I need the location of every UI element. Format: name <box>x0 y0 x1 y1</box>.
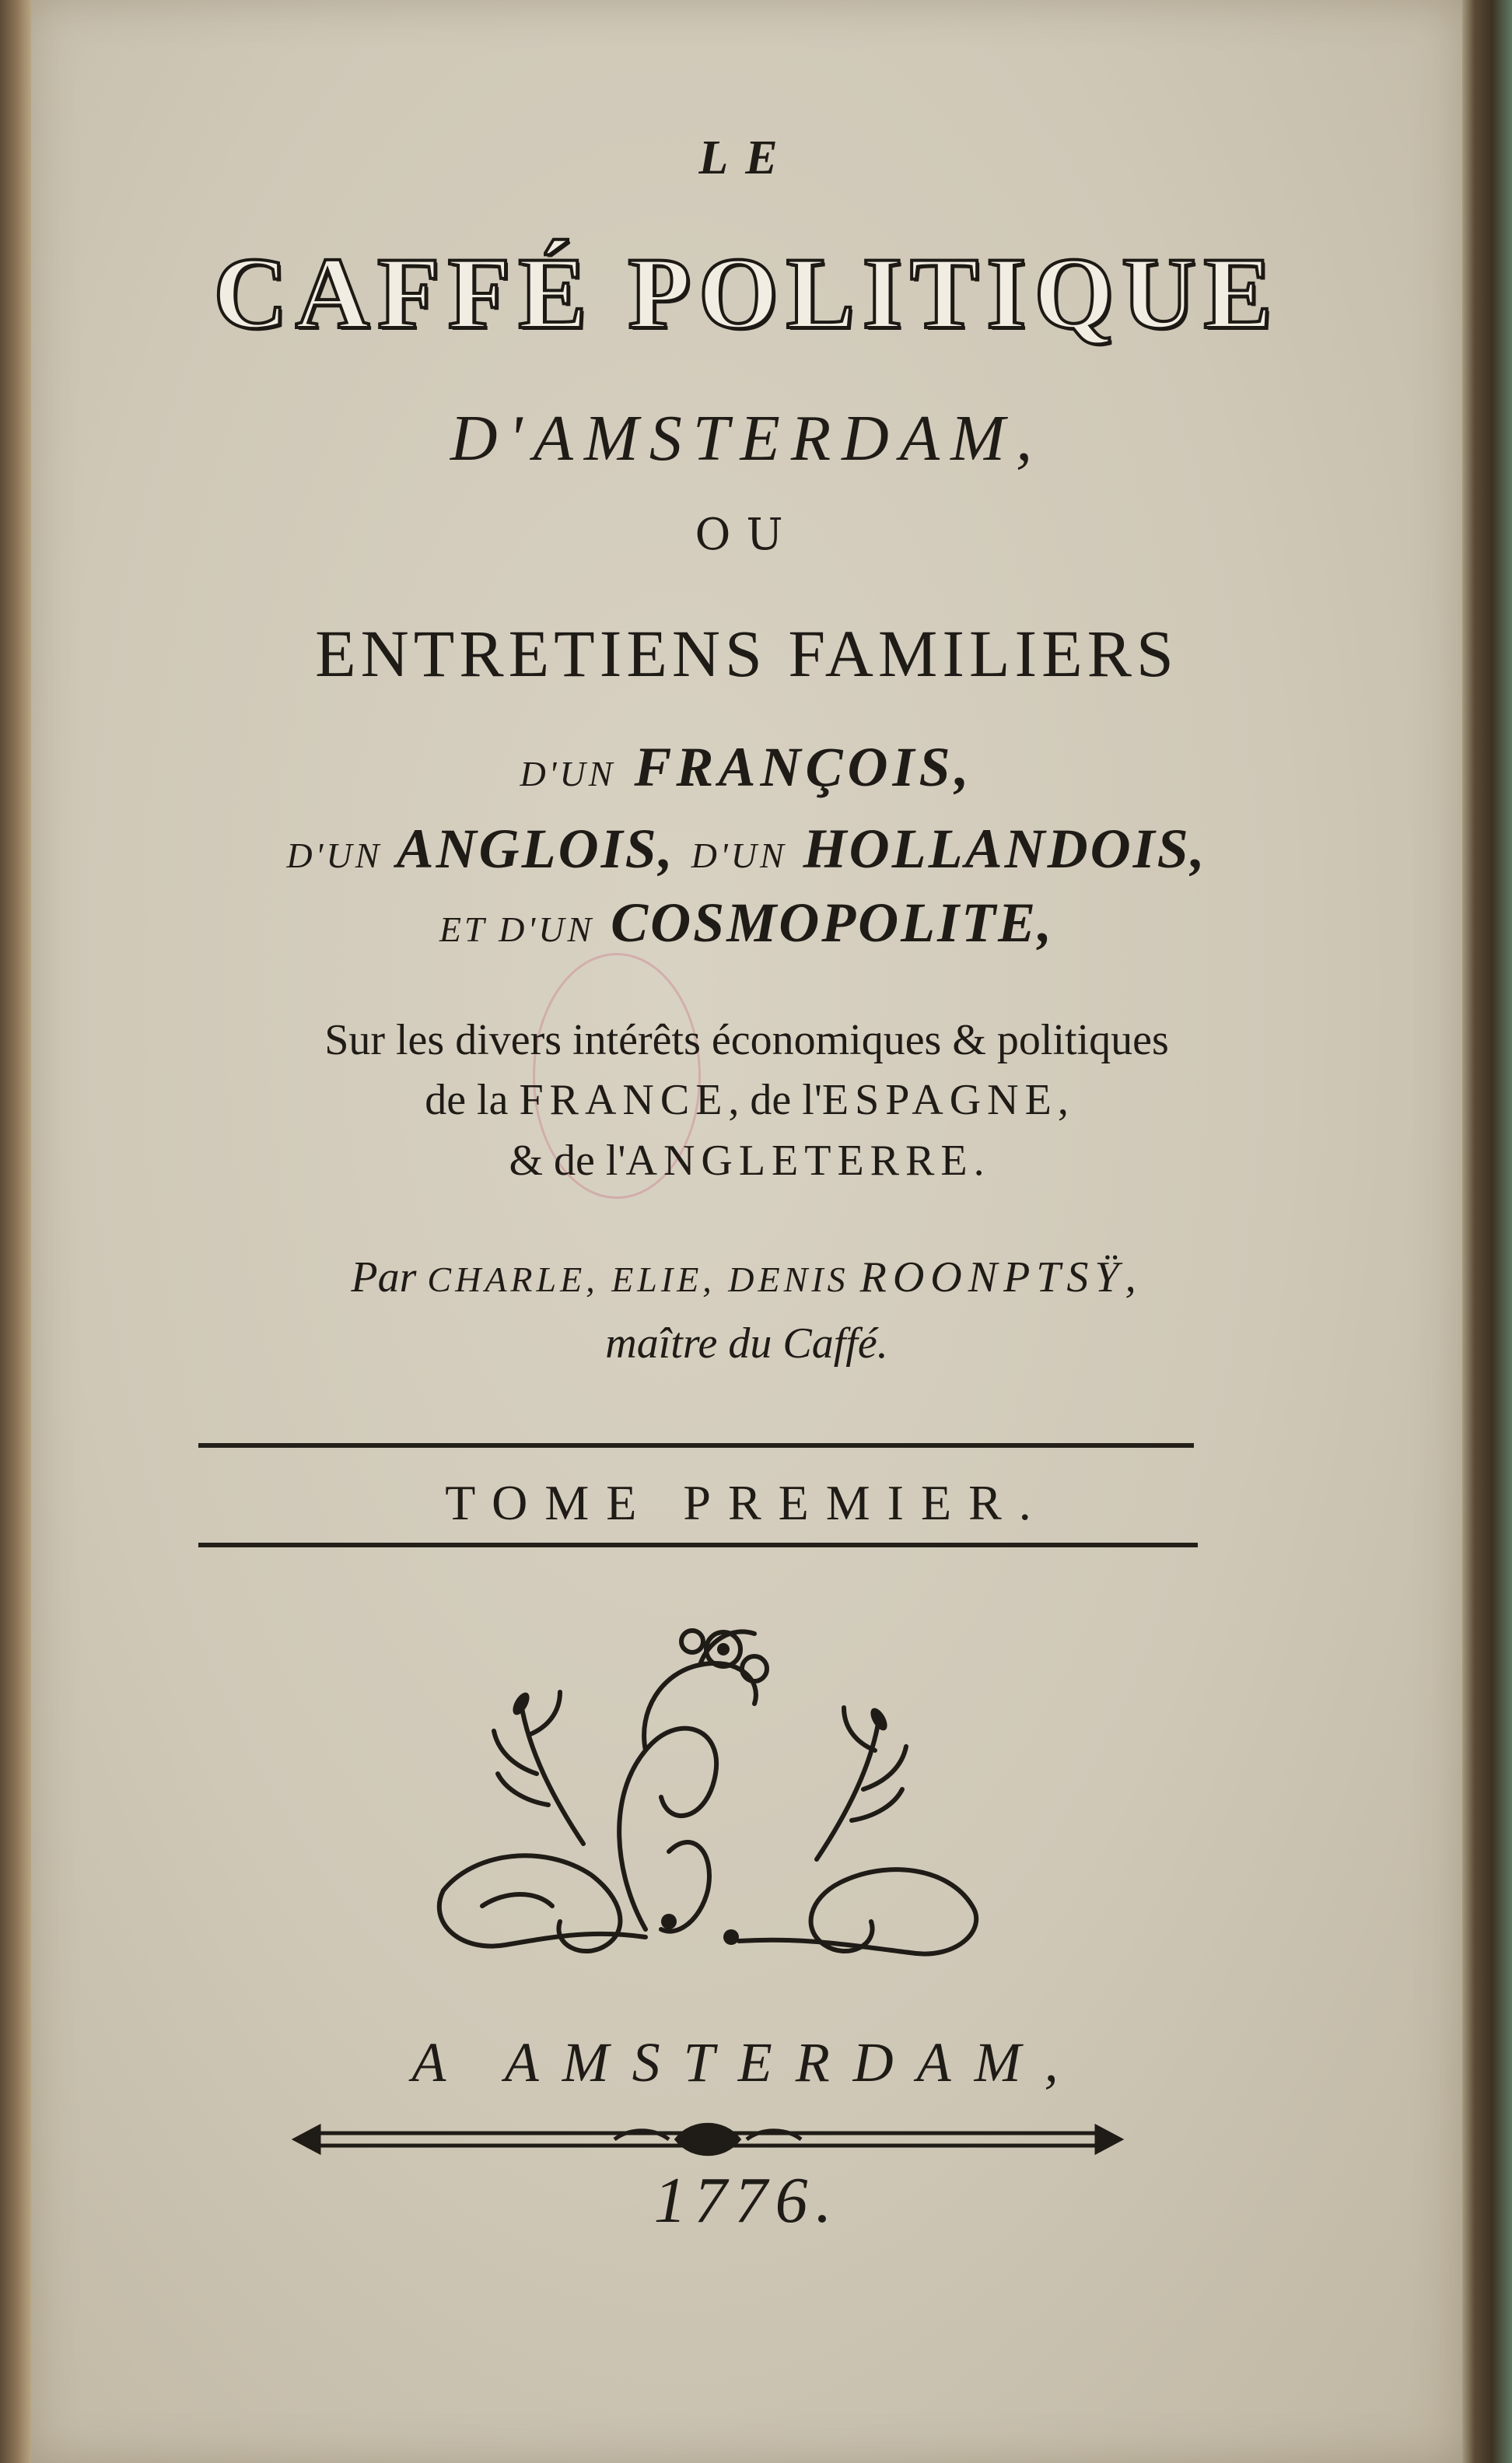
line-anglois-hollandois <box>31 817 1462 881</box>
word-hollandois: HOLLANDOIS, <box>803 818 1207 880</box>
city-line: D'AMSTERDAM, <box>450 402 1044 475</box>
rule-top <box>198 1443 1194 1448</box>
desc-de-la: de la <box>425 1076 509 1124</box>
line-cosmopolite <box>31 891 1462 955</box>
rule-bottom <box>198 1543 1198 1547</box>
author-role: maître du Caffé. <box>605 1319 888 1368</box>
title-page <box>31 0 1462 2463</box>
prefix-et-dun: ET D'UN <box>439 909 595 949</box>
binding-right-edge <box>1462 0 1512 2463</box>
subtitle: ENTRETIENS FAMILIERS <box>315 616 1178 691</box>
author-par: Par <box>351 1253 417 1302</box>
description-line-3 <box>31 1136 1462 1186</box>
word-anglois: ANGLOIS, <box>396 818 675 880</box>
desc-france: FRANCE <box>519 1076 729 1124</box>
line-francois <box>31 735 1462 800</box>
desc-angleterre: ANGLETERRE <box>625 1137 974 1185</box>
imprint-year: 1776. <box>653 2164 840 2237</box>
imprint-place: A AMSTERDAM, <box>411 2031 1082 2093</box>
desc-espagne: ESPAGNE <box>821 1076 1058 1124</box>
desc-et-de-l: & de l' <box>509 1137 626 1185</box>
volume-label: TOME PREMIER. <box>445 1475 1048 1530</box>
rococo-vignette-icon <box>412 1595 1003 1968</box>
author-names: CHARLE, ELIE, DENIS <box>427 1260 849 1299</box>
desc-period: . <box>973 1137 985 1185</box>
binding-left-edge <box>0 0 31 2463</box>
author-line <box>31 1253 1462 1302</box>
main-title: CAFFÉ POLITIQUE <box>213 236 1280 350</box>
conjunction-ou: OU <box>695 510 799 560</box>
desc-de-l: , de l' <box>728 1076 822 1124</box>
title-le: LE <box>698 131 795 184</box>
word-francois: FRANÇOIS, <box>634 736 974 798</box>
word-cosmopolite: COSMOPOLITE, <box>611 892 1055 954</box>
prefix-dun-1: D'UN <box>286 836 383 875</box>
prefix-dun: D'UN <box>520 754 616 794</box>
author-surname: ROONPTSŸ, <box>859 1253 1143 1302</box>
ornamental-rule-icon <box>288 2116 1128 2163</box>
description-line-1: Sur les divers intérêts économiques & politiques <box>324 1016 1169 1064</box>
prefix-dun-2: D'UN <box>691 836 787 875</box>
desc-comma: , <box>1057 1076 1069 1124</box>
description-line-2 <box>31 1075 1462 1125</box>
